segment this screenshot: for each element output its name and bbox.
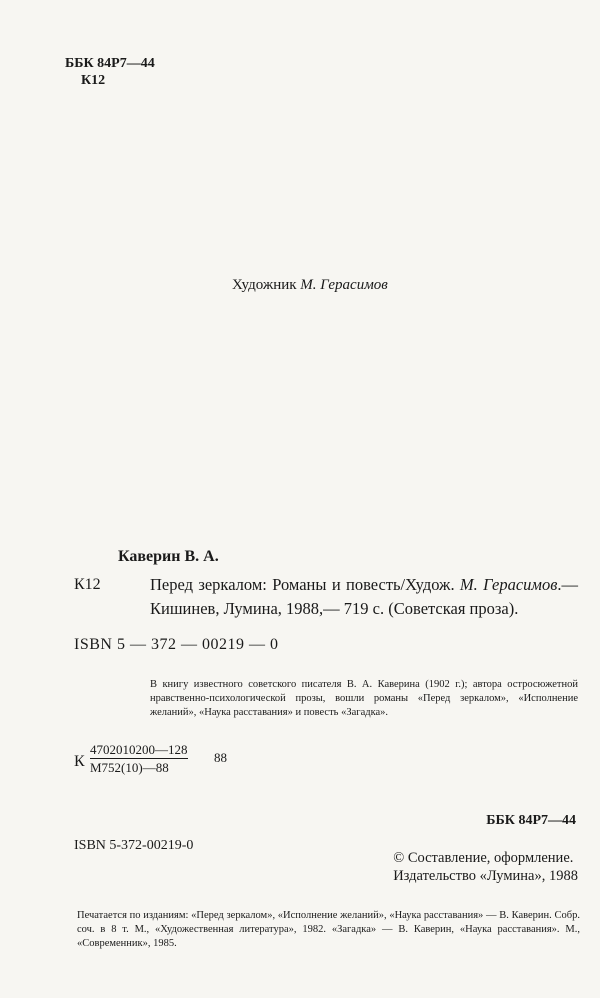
copyright-line-2: Издательство «Лумина», 1988 [393, 868, 578, 884]
catalog-index: К12 [74, 576, 101, 593]
catalog-entry [150, 573, 578, 621]
artist-credit [232, 277, 388, 294]
catalog-isbn: ISBN 5 — 372 — 00219 — 0 [74, 636, 279, 653]
bbk-code-top [65, 55, 155, 89]
isbn-short: ISBN 5-372-00219-0 [74, 838, 194, 853]
catalog-imprint: .— Кишинев, Лумина, 1988,— 719 с. (Советская проза). [150, 575, 578, 618]
copyright-block [393, 849, 578, 885]
artist-label: Художник [232, 277, 297, 293]
catalog-title: Перед зеркалом: Романы и повесть/Худож. [150, 575, 455, 594]
artist-name: М. Герасимов [300, 277, 388, 293]
index-fraction [90, 742, 188, 775]
bbk-code: ББК 84Р7—44 [65, 56, 155, 71]
copyright-line-1: © Составление, оформление. [393, 850, 574, 866]
printed-from-note: Печатается по изданиям: «Перед зеркалом», «Исполнение желаний», «Наука расставания» — В. Каверин. Собр. соч. в 8 т. М., «Художественная литература», 1982. «Загадка» — В. Каверин, «Наука расставания». М., «Современник», 1985. [77, 910, 580, 949]
index-suffix: 88 [214, 750, 227, 765]
index-letter: К [74, 753, 85, 770]
catalog-author: Каверин В. А. [118, 548, 219, 565]
index-numerator: 4702010200—128 [90, 742, 188, 757]
index-denominator: М752(10)—88 [90, 760, 169, 775]
catalog-annotation: В книгу известного советского писателя В. А. Каверина (1902 г.); автора остросюжетной нравственно-психологической прозы, вошли романы «Перед зеркалом», «Исполнение желаний», «Наука расставания» и повесть «Загадка». [150, 679, 578, 718]
catalog-illustrator: М. Герасимов [459, 575, 558, 594]
bbk-code-bottom: ББК 84Р7—44 [486, 813, 576, 828]
author-index: К12 [81, 73, 106, 88]
